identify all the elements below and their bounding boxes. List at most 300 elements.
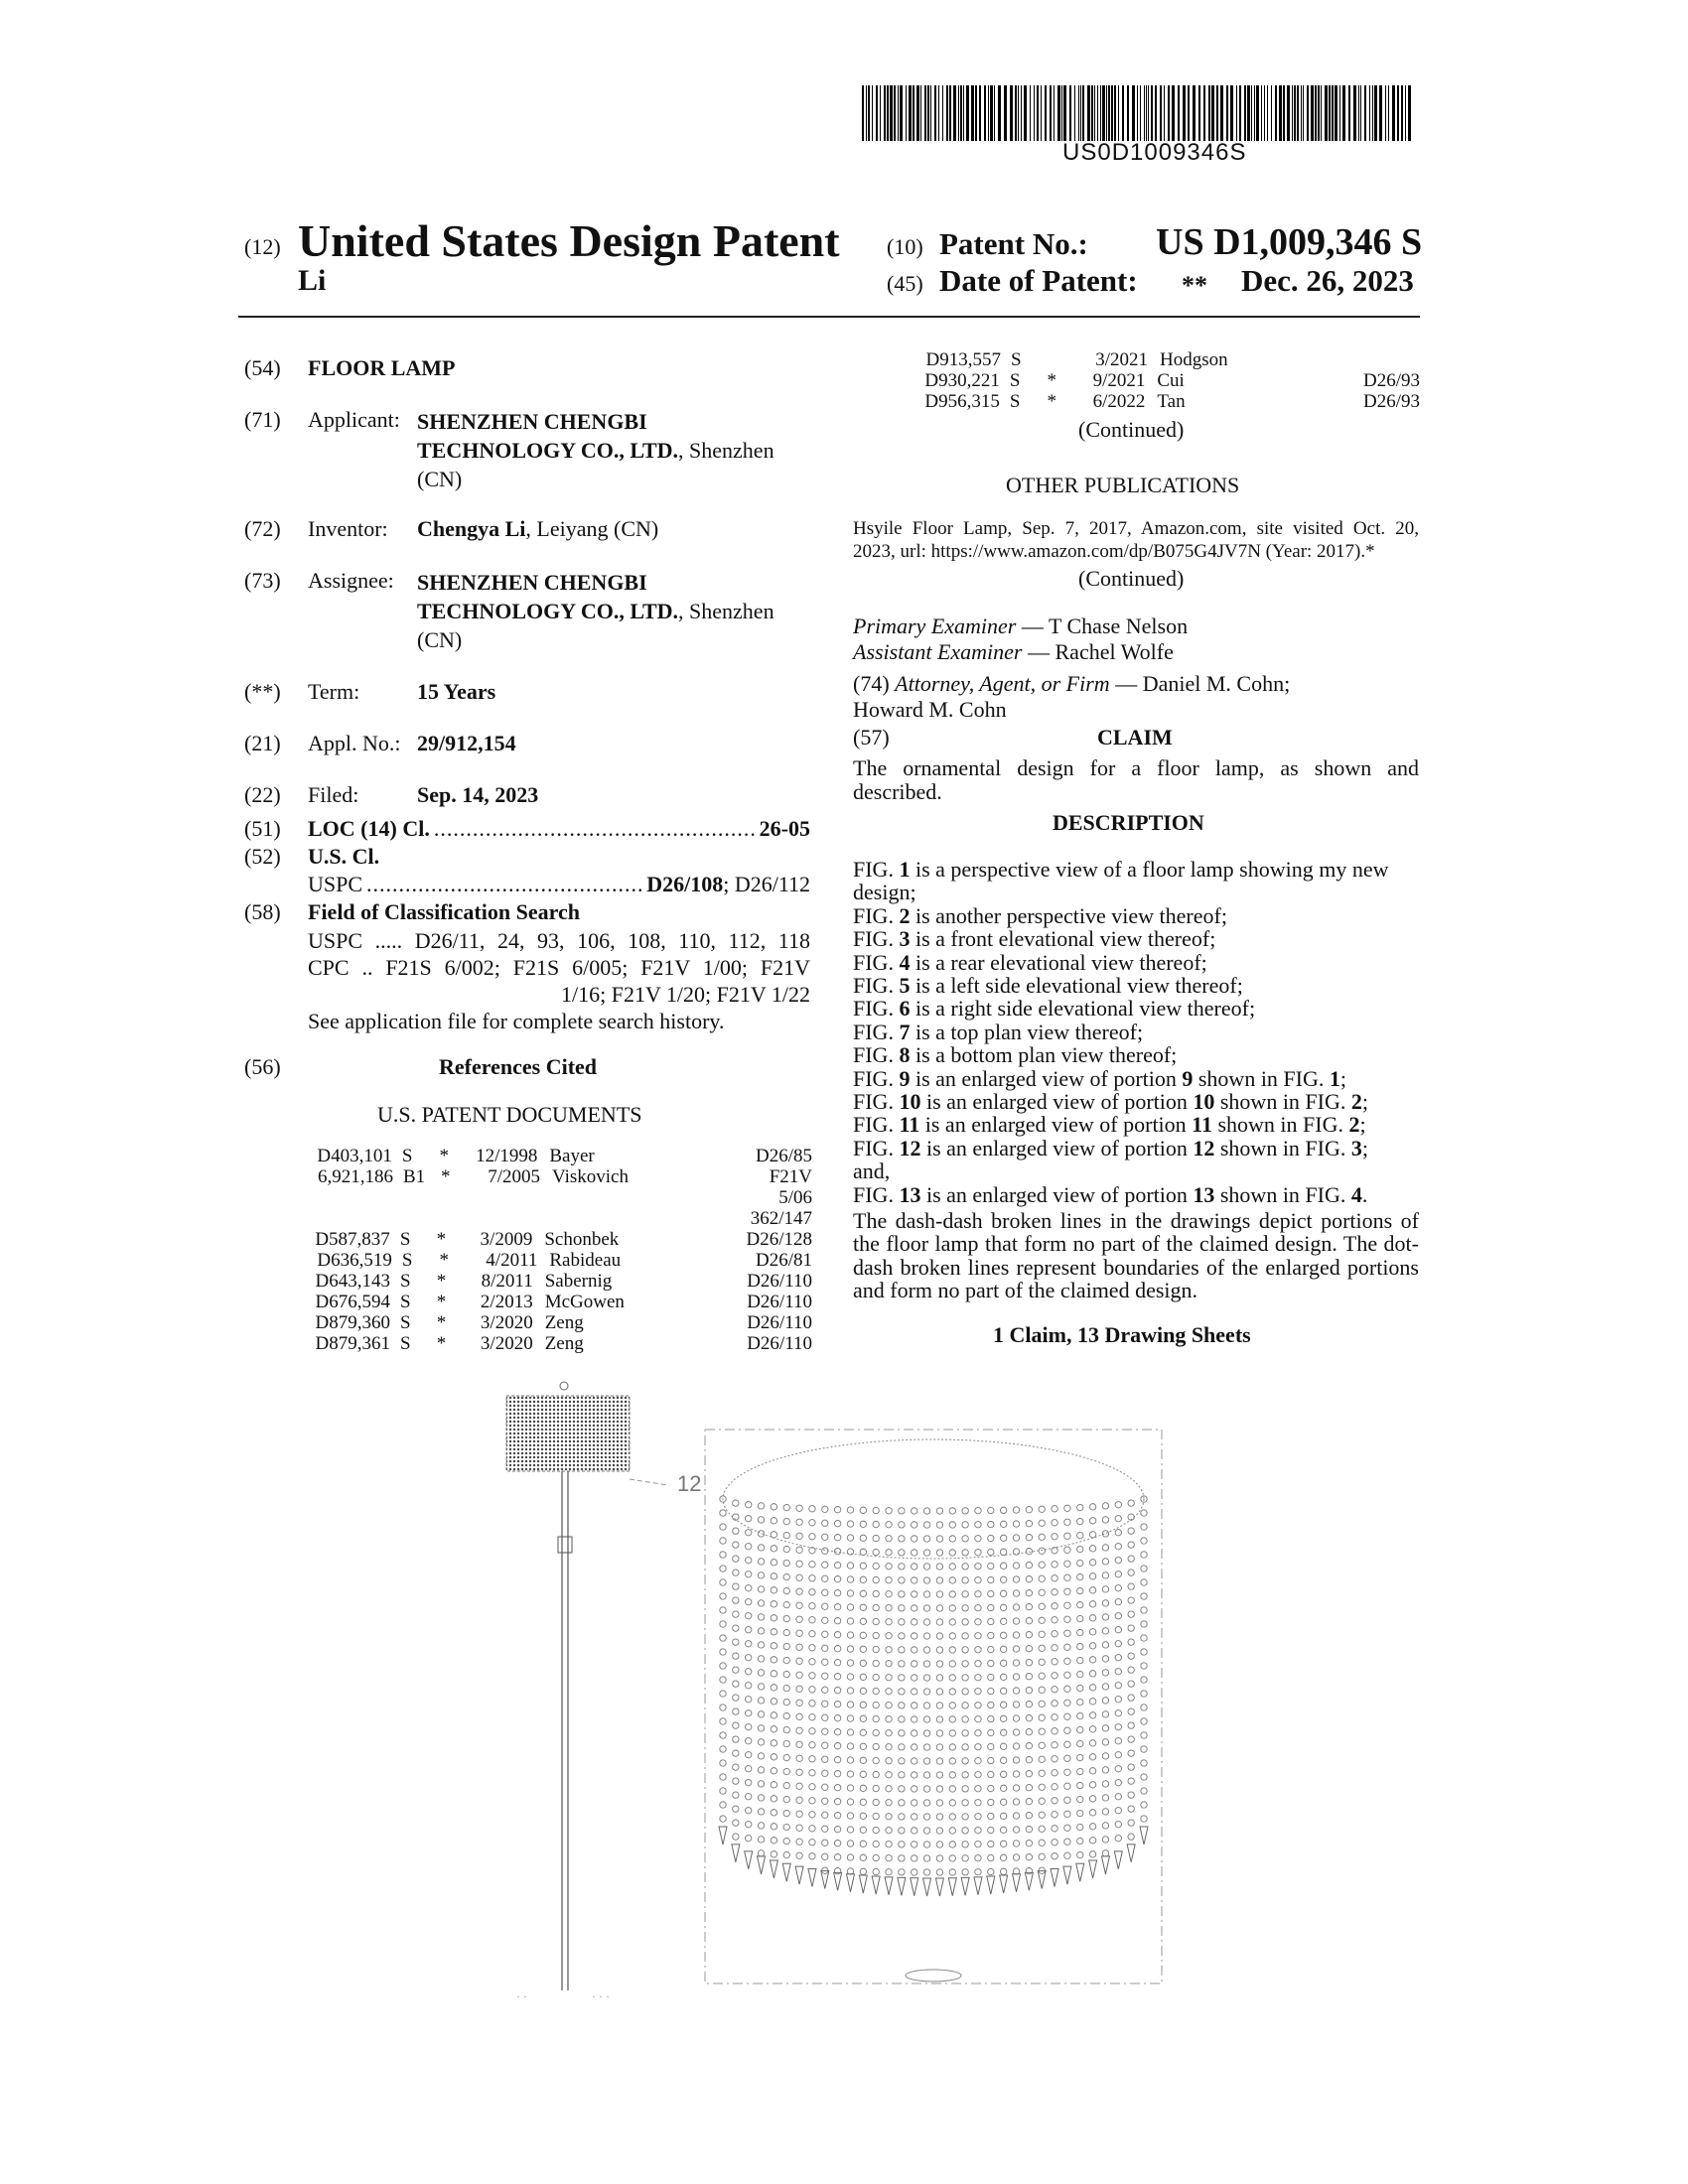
other-publications-heading: OTHER PUBLICATIONS xyxy=(1006,473,1240,497)
crystal-bead xyxy=(1013,1660,1019,1666)
continued-1: (Continued) xyxy=(1078,417,1185,442)
crystal-bead xyxy=(1141,1760,1147,1766)
reference-date: 8/2011 xyxy=(481,1271,533,1292)
barcode-bar xyxy=(938,85,939,141)
crystal-bead xyxy=(834,1784,840,1790)
barcode-bar xyxy=(1102,85,1105,141)
crystal-bead xyxy=(1013,1590,1019,1596)
crystal-bead xyxy=(758,1628,764,1634)
barcode-bar xyxy=(916,85,919,141)
crystal-bead xyxy=(975,1647,981,1653)
crystal-bead xyxy=(834,1631,840,1637)
crystal-bead xyxy=(1064,1588,1070,1594)
crystal-bead xyxy=(988,1507,994,1513)
crystal-drop xyxy=(1101,1856,1109,1874)
crystal-bead xyxy=(733,1820,739,1826)
crystal-bead xyxy=(1013,1618,1019,1624)
reference-kind: S xyxy=(1009,391,1021,412)
crystal-bead xyxy=(1089,1838,1095,1843)
description-b3: 2 xyxy=(1350,1089,1362,1115)
crystal-bead xyxy=(771,1768,776,1774)
crystal-bead xyxy=(720,1677,726,1683)
crystal-bead xyxy=(1013,1799,1019,1805)
crystal-bead xyxy=(1077,1504,1083,1510)
crystal-bead xyxy=(1039,1770,1045,1776)
barcode-bar xyxy=(1069,85,1071,141)
crystal-bead xyxy=(949,1800,955,1806)
reference-cls: F21V 5/06 xyxy=(769,1166,812,1208)
crystal-bead xyxy=(1102,1642,1108,1648)
crystal-bead xyxy=(899,1550,905,1556)
barcode-bar xyxy=(1244,85,1246,141)
attorney-2: Howard M. Cohn xyxy=(853,697,1007,722)
crystal-bead xyxy=(949,1828,955,1834)
reference-kind: S xyxy=(399,1312,411,1333)
crystal-bead xyxy=(834,1840,840,1845)
crystal-bead xyxy=(822,1840,828,1845)
barcode-bar xyxy=(1287,85,1290,141)
crystal-bead xyxy=(720,1718,726,1724)
crystal-drop xyxy=(885,1877,893,1895)
description-item xyxy=(853,904,1419,927)
crystal-bead xyxy=(962,1855,968,1861)
crystal-bead xyxy=(1089,1504,1095,1510)
description-mid: is an enlarged view of portion xyxy=(920,1089,1194,1115)
crystal-bead xyxy=(822,1506,828,1512)
crystal-bead xyxy=(733,1639,739,1645)
crystal-bead xyxy=(796,1561,802,1567)
barcode-bar xyxy=(1256,85,1259,141)
reference-name: Rabideau xyxy=(549,1250,622,1271)
crystal-bead xyxy=(886,1814,892,1820)
barcode-bar xyxy=(1251,85,1252,141)
barcode-bar xyxy=(1140,85,1141,141)
crystal-bead xyxy=(783,1504,789,1510)
crystal-bead xyxy=(1000,1757,1006,1763)
barcode-bar xyxy=(963,85,964,141)
crystal-bead xyxy=(758,1586,764,1592)
barcode-bar xyxy=(1369,85,1370,141)
crystal-bead xyxy=(822,1687,828,1693)
patent-number: US D1,009,346 S xyxy=(1156,221,1423,263)
crystal-bead xyxy=(1013,1507,1019,1513)
crystal-bead xyxy=(1039,1575,1045,1581)
crystal-bead xyxy=(1013,1604,1019,1610)
barcode-bar xyxy=(1106,85,1107,141)
crystal-bead xyxy=(1077,1546,1083,1552)
barcode-bar xyxy=(1132,85,1135,141)
reference-kind: S xyxy=(399,1333,411,1354)
crystal-bead xyxy=(796,1825,802,1831)
barcode-bar xyxy=(1405,85,1406,141)
crystal-bead xyxy=(1115,1669,1121,1675)
reference-row xyxy=(296,1292,812,1312)
crystal-bead xyxy=(783,1712,789,1718)
crystal-bead xyxy=(1089,1532,1095,1538)
crystal-bead xyxy=(809,1631,815,1637)
crystal-bead xyxy=(873,1868,879,1874)
description-post: shown in FIG. xyxy=(1214,1135,1351,1160)
barcode-bar xyxy=(1230,85,1233,141)
search-cpc-1: CPC .. F21S 6/002; F21S 6/005; F21V 1/00; F21V xyxy=(308,955,810,980)
crystal-bead xyxy=(745,1697,751,1703)
crystal-bead xyxy=(822,1770,828,1776)
crystal-bead xyxy=(771,1726,776,1732)
crystal-bead xyxy=(809,1506,815,1512)
crystal-bead xyxy=(923,1772,929,1778)
crystal-bead xyxy=(783,1671,789,1677)
crystal-bead xyxy=(1000,1743,1006,1749)
crystal-bead xyxy=(988,1618,994,1624)
crystal-bead xyxy=(720,1663,726,1669)
description-item xyxy=(853,1183,1419,1206)
crystal-bead xyxy=(1052,1784,1057,1790)
barcode-bar xyxy=(1183,85,1186,141)
figure-1-drawing xyxy=(496,1380,1172,2015)
crystal-bead xyxy=(1128,1611,1134,1617)
crystal-bead xyxy=(912,1716,917,1722)
crystal-bead xyxy=(783,1699,789,1705)
barcode-bar xyxy=(930,85,931,141)
crystal-bead xyxy=(1039,1784,1045,1790)
crystal-bead xyxy=(809,1548,815,1554)
date-marker: ** xyxy=(1182,271,1207,300)
crystal-bead xyxy=(886,1577,892,1583)
crystal-bead xyxy=(860,1757,866,1763)
barcode-bar xyxy=(1279,85,1282,141)
barcode-bar xyxy=(1239,85,1241,141)
crystal-bead xyxy=(912,1730,917,1736)
crystal-bead xyxy=(860,1827,866,1833)
crystal-bead xyxy=(720,1732,726,1738)
crystal-bead xyxy=(899,1828,905,1834)
crystal-bead xyxy=(1026,1742,1032,1748)
crystal-bead xyxy=(847,1785,853,1791)
barcode-bar xyxy=(872,85,873,141)
barcode-bar xyxy=(966,85,969,141)
crystal-bead xyxy=(1141,1746,1147,1752)
crystal-bead xyxy=(847,1827,853,1833)
description-b1: 2 xyxy=(899,902,911,928)
description-mid: is a rear elevational view thereof; xyxy=(910,949,1207,975)
reference-row xyxy=(296,1271,812,1292)
crystal-bead xyxy=(1115,1766,1121,1772)
crystal-bead xyxy=(860,1771,866,1777)
description-b1: 5 xyxy=(899,973,911,999)
header-code-45: (45) xyxy=(887,271,923,296)
crystal-bead xyxy=(899,1605,905,1611)
crystal-bead xyxy=(1077,1657,1083,1663)
crystal-bead xyxy=(936,1786,942,1792)
crystal-bead xyxy=(1064,1797,1070,1803)
barcode-bar xyxy=(862,85,864,141)
crystal-bead xyxy=(1128,1695,1134,1701)
crystal-bead xyxy=(1064,1602,1070,1608)
barcode-bar xyxy=(1063,85,1066,141)
barcode-bar xyxy=(1226,85,1228,141)
description-b2: 12 xyxy=(1193,1135,1215,1160)
crystal-bead xyxy=(1052,1853,1057,1859)
crystal-bead xyxy=(758,1781,764,1787)
crystal-bead xyxy=(975,1605,981,1611)
crystal-bead xyxy=(809,1784,815,1790)
crystal-bead xyxy=(923,1855,929,1861)
crystal-bead xyxy=(1089,1712,1095,1718)
crystal-bead xyxy=(733,1736,739,1742)
crystal-bead xyxy=(912,1577,917,1583)
crystal-bead xyxy=(873,1841,879,1846)
crystal-bead xyxy=(847,1702,853,1707)
code-58: (58) xyxy=(244,899,281,924)
crystal-bead xyxy=(771,1629,776,1635)
crystal-bead xyxy=(783,1546,789,1552)
crystal-bead xyxy=(923,1842,929,1847)
crystal-bead xyxy=(936,1591,942,1597)
description-b3: 4 xyxy=(1350,1181,1362,1207)
patent-type-title: United States Design Patent xyxy=(298,215,840,266)
crystal-bead xyxy=(796,1713,802,1719)
crystal-bead xyxy=(1077,1712,1083,1718)
crystal-bead xyxy=(1115,1558,1121,1564)
barcode-bar xyxy=(1294,85,1296,141)
crystal-bead xyxy=(745,1780,751,1786)
crystal-bead xyxy=(1039,1812,1045,1818)
crystal-bead xyxy=(1102,1698,1108,1704)
barcode-bar xyxy=(1114,85,1116,141)
crystal-bead xyxy=(1013,1757,1019,1763)
reference-cls: D26/110 xyxy=(747,1312,812,1333)
crystal-bead xyxy=(1064,1561,1070,1567)
crystal-bead xyxy=(1077,1643,1083,1649)
barcode-bar xyxy=(988,85,989,141)
description-end: ; xyxy=(1361,1135,1369,1160)
crystal-bead xyxy=(834,1617,840,1623)
description-mid: is a right side elevational view thereof; xyxy=(910,996,1256,1022)
field-56 xyxy=(244,1054,810,1080)
description-mid: is a left side elevational view thereof; xyxy=(910,973,1243,999)
crystal-bead xyxy=(912,1550,917,1556)
crystal-drop xyxy=(859,1875,867,1893)
description-item xyxy=(853,951,1419,974)
barcode-bar xyxy=(1348,85,1350,141)
crystal-bead xyxy=(936,1814,942,1820)
crystal-bead xyxy=(796,1602,802,1608)
crystal-bead xyxy=(1115,1683,1121,1689)
crystal-bead xyxy=(1064,1672,1070,1678)
crystal-bead xyxy=(733,1778,739,1784)
reference-star: * xyxy=(439,1146,449,1166)
crystal-bead xyxy=(745,1669,751,1675)
crystal-bead xyxy=(1064,1644,1070,1650)
crystal-bead xyxy=(1039,1673,1045,1679)
crystal-bead xyxy=(1026,1659,1032,1665)
crystal-bead xyxy=(886,1758,892,1764)
crystal-bead xyxy=(758,1517,764,1523)
crystal-bead xyxy=(1052,1673,1057,1679)
barcode-bar xyxy=(1379,85,1382,141)
crystal-drop xyxy=(808,1869,816,1887)
crystal-bead xyxy=(1026,1687,1032,1693)
crystal-bead xyxy=(1115,1641,1121,1647)
crystal-bead xyxy=(912,1842,917,1847)
crystal-bead xyxy=(873,1660,879,1666)
barcode xyxy=(862,85,1418,141)
reference-star: * xyxy=(1047,370,1056,391)
crystal-bead xyxy=(771,1740,776,1746)
description-pre: FIG. xyxy=(853,1181,900,1207)
barcode-bar xyxy=(1021,85,1022,141)
barcode-bar xyxy=(1087,85,1090,141)
reference-num: D879,360 xyxy=(315,1312,390,1333)
crystal-bead xyxy=(1064,1825,1070,1831)
crystal-bead xyxy=(783,1726,789,1732)
crystal-bead xyxy=(1026,1645,1032,1651)
crystal-bead xyxy=(1102,1684,1108,1690)
reference-num: D676,594 xyxy=(315,1292,390,1312)
barcode-bar xyxy=(876,85,878,141)
crystal-bead xyxy=(783,1601,789,1607)
crystal-bead xyxy=(1052,1617,1057,1623)
crystal-bead xyxy=(912,1564,917,1570)
crystal-bead xyxy=(1039,1534,1045,1540)
search-note: See application file for complete search history. xyxy=(308,1009,725,1033)
crystal-bead xyxy=(822,1603,828,1609)
filed-value: Sep. 14, 2023 xyxy=(417,782,539,807)
crystal-bead xyxy=(771,1560,776,1566)
crystal-bead xyxy=(847,1854,853,1860)
crystal-bead xyxy=(834,1812,840,1818)
chandelier-top-ring xyxy=(723,1439,1144,1559)
crystal-drop xyxy=(1140,1827,1148,1844)
barcode-bar xyxy=(1111,85,1113,141)
crystal-bead xyxy=(912,1633,917,1639)
crystal-bead xyxy=(783,1851,789,1857)
barcode-bar xyxy=(1408,85,1411,141)
crystal-bead xyxy=(1141,1718,1147,1724)
crystal-bead xyxy=(873,1604,879,1610)
code-73: (73) xyxy=(244,568,281,593)
crystal-bead xyxy=(1141,1677,1147,1683)
crystal-bead xyxy=(1089,1851,1095,1857)
field-of-search-label: Field of Classification Search xyxy=(308,899,580,924)
barcode-bar xyxy=(1261,85,1262,141)
crystal-bead xyxy=(899,1536,905,1542)
crystal-bead xyxy=(834,1756,840,1762)
crystal-bead xyxy=(975,1550,981,1556)
crystal-bead xyxy=(834,1659,840,1665)
crystal-bead xyxy=(1077,1671,1083,1677)
crystal-bead xyxy=(1026,1714,1032,1720)
other-pub-line-1: Hsyile Floor Lamp, Sep. 7, 2017, Amazon.com, site visited Oct. 20, xyxy=(853,518,1419,539)
barcode-bar xyxy=(1122,85,1124,141)
crystal-bead xyxy=(1102,1753,1108,1759)
crystal-bead xyxy=(1064,1755,1070,1761)
description-list xyxy=(853,858,1419,1206)
reference-date: 3/2020 xyxy=(480,1333,533,1354)
description-b1: 8 xyxy=(899,1042,911,1068)
crystal-bead xyxy=(733,1708,739,1714)
crystal-bead xyxy=(745,1766,751,1772)
crystal-bead xyxy=(796,1644,802,1650)
crystal-bead xyxy=(1077,1782,1083,1788)
crystal-bead xyxy=(1013,1674,1019,1680)
barcode-graphic xyxy=(862,85,1418,141)
crystal-bead xyxy=(962,1550,968,1556)
claim-section xyxy=(853,725,1419,804)
reference-row xyxy=(296,1208,812,1229)
crystal-bead xyxy=(988,1674,994,1680)
barcode-bar xyxy=(906,85,907,141)
crystal-bead xyxy=(873,1757,879,1763)
crystal-bead xyxy=(936,1730,942,1736)
reference-name: Sabernig xyxy=(544,1271,613,1292)
crystal-bead xyxy=(1026,1631,1032,1637)
barcode-bar xyxy=(1397,85,1399,141)
crystal-bead xyxy=(771,1532,776,1538)
crystal-bead xyxy=(847,1715,853,1721)
crystal-bead xyxy=(822,1742,828,1748)
crystal-bead xyxy=(758,1753,764,1759)
crystal-bead xyxy=(1064,1713,1070,1719)
crystal-bead xyxy=(988,1868,994,1874)
crystal-bead xyxy=(1089,1726,1095,1732)
crystal-bead xyxy=(975,1577,981,1583)
barcode-bar xyxy=(1018,85,1019,141)
crystal-bead xyxy=(783,1532,789,1538)
reference-kind: S xyxy=(401,1146,413,1166)
crystal-bead xyxy=(923,1689,929,1695)
crystal-drop xyxy=(1025,1872,1033,1890)
crystal-bead xyxy=(923,1633,929,1639)
crystal-bead xyxy=(1089,1740,1095,1746)
crystal-bead xyxy=(988,1743,994,1749)
crystal-bead xyxy=(949,1744,955,1750)
barcode-bar xyxy=(1100,85,1101,141)
crystal-bead xyxy=(1052,1701,1057,1706)
crystal-bead xyxy=(1064,1658,1070,1664)
barcode-bar xyxy=(942,85,943,141)
term-value: 15 Years xyxy=(417,679,496,704)
crystal-bead xyxy=(758,1600,764,1606)
crystal-bead xyxy=(1000,1632,1006,1638)
crystal-bead xyxy=(1077,1518,1083,1524)
crystal-bead xyxy=(962,1564,968,1570)
reference-num: D643,143 xyxy=(315,1271,390,1292)
crystal-bead xyxy=(1064,1700,1070,1706)
crystal-bead xyxy=(1039,1589,1045,1595)
crystal-drop xyxy=(1127,1844,1135,1862)
crystal-bead xyxy=(745,1683,751,1689)
description-pre: and, xyxy=(853,1159,891,1184)
crystal-bead xyxy=(796,1811,802,1817)
crystal-bead xyxy=(860,1604,866,1610)
crystal-bead xyxy=(745,1822,751,1828)
crystal-bead xyxy=(834,1673,840,1679)
crystal-bead xyxy=(834,1687,840,1693)
crystal-bead xyxy=(899,1661,905,1667)
crystal-bead xyxy=(1052,1562,1057,1568)
crystal-bead xyxy=(834,1853,840,1859)
crystal-bead xyxy=(1026,1770,1032,1776)
crystal-bead xyxy=(1013,1576,1019,1582)
crystal-bead xyxy=(1013,1632,1019,1638)
crystal-bead xyxy=(1064,1811,1070,1817)
crystal-bead xyxy=(1089,1768,1095,1774)
crystal-bead xyxy=(1013,1521,1019,1527)
references-table xyxy=(296,1146,812,1354)
crystal-bead xyxy=(988,1590,994,1596)
crystal-bead xyxy=(783,1685,789,1691)
